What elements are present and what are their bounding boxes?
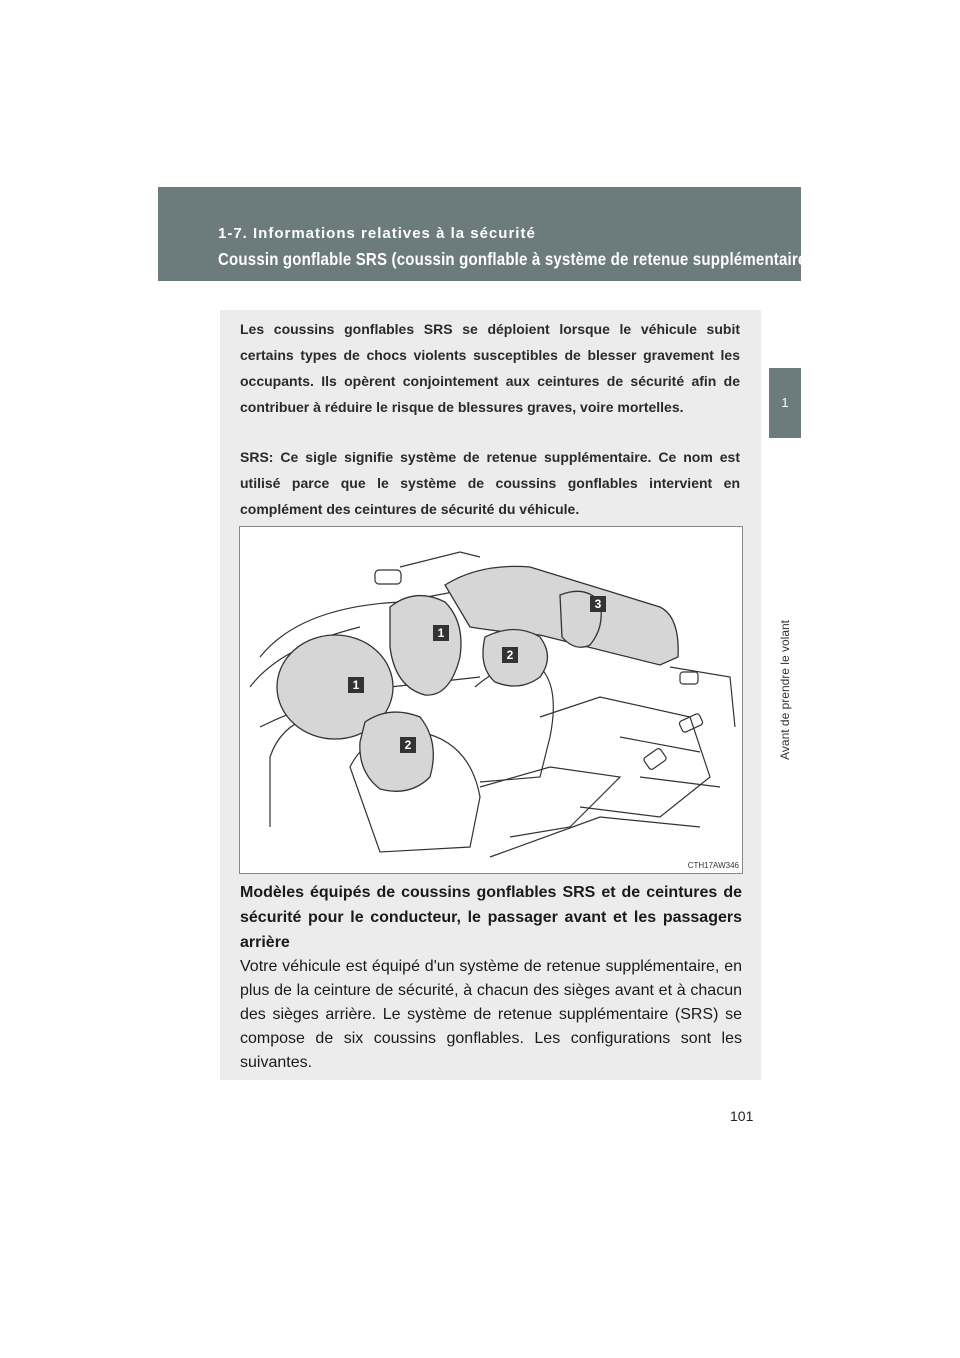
chapter-label: Avant de prendre le volant xyxy=(778,620,792,760)
intro-paragraph-1: Les coussins gonflables SRS se déploient lorsque le véhicule subit certains types de chocs violents susceptibles de blesser gravement les occupants. Ils opèrent conjointement aux ceintures de sécurité afin de contribuer à réduire le risque de blessures graves, voire mortelles. xyxy=(240,321,740,415)
section-heading: Modèles équipés de coussins gonflables SRS et de ceintures de sécurité pour le conducteur, le passager avant et les passagers arrière xyxy=(240,884,742,951)
header-band xyxy=(158,187,812,281)
badge-3: 3 xyxy=(590,596,606,612)
figure-code: CTH17AW346 xyxy=(687,861,739,870)
chapter-tab[interactable]: 1 xyxy=(769,368,801,438)
badge-2-lower: 2 xyxy=(400,737,416,753)
section-label: 1-7. Informations relatives à la sécurité xyxy=(218,225,536,242)
page-title: Coussin gonflable SRS (coussin gonflable à système de retenue supplémentaire) xyxy=(218,249,812,269)
content-box xyxy=(220,310,761,1080)
badge-1-upper: 1 xyxy=(433,625,449,641)
badge-2-upper: 2 xyxy=(502,647,518,663)
airbag-illustration xyxy=(239,526,743,874)
page-number: 101 xyxy=(730,1108,754,1124)
car-interior-drawing xyxy=(240,527,742,873)
badge-1-lower: 1 xyxy=(348,677,364,693)
section-body: Votre véhicule est équipé d'un système de retenue supplémentaire, en plus de la ceinture de sécurité, à chacun des sièges avant et à chacun des sièges arrière. Le système de retenue supplémentaire (SRS) se compose de six coussins gonflables. Les configurations sont les suivantes. xyxy=(240,958,742,1071)
intro-paragraph-2: SRS: Ce sigle signifie système de retenue supplémentaire. Ce nom est utilisé parce que le système de coussins gonflables intervient en complément des ceintures de sécurité du véhicule. xyxy=(240,449,740,517)
